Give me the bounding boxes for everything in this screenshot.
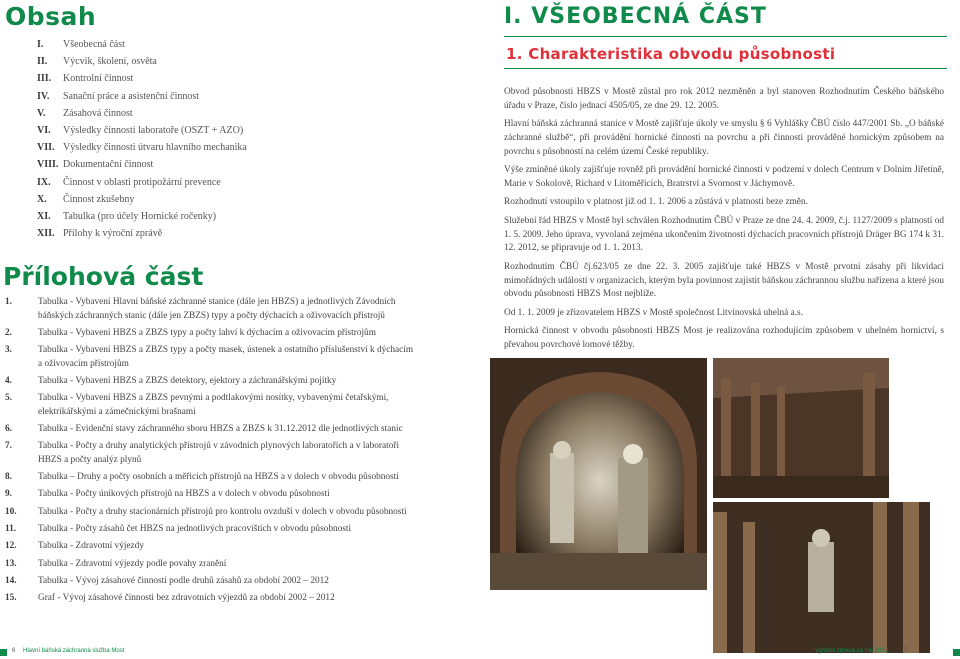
paragraph: Rozhodnutím ČBÚ čj.623/05 ze dne 22. 3. 2005 zajišťuje také HBZS v Mostě prvotní zásahy při likvidaci mimořádných událostí v organizacích, kterým byla povinnost zajistit báňskou záchrannou službu nařízena a které jsou obvodu působnosti HBZS Most nejblíže. (504, 261, 944, 300)
paragraph: Hlavní báňská záchranná stanice v Mostě zajišťuje úkoly ve smyslu § 6 Vyhlášky ČBÚ číslo 447/2001 Sb. „O báňské záchranné službě“, při provádění hornické činnosti na povrchu a při činnosti prováděné hornickým způsobem na povrchu s působností na celém území České republiky. (504, 119, 944, 157)
subtitle-rule (504, 68, 947, 69)
attachment-text: Tabulka - Počty a druhy analytických přístrojů v závodních plynových laboratořích a v laboratoři HBZS a počty analýz plynů (38, 441, 400, 465)
attachment-item (5, 523, 417, 537)
right-page (480, 0, 960, 659)
attachment-text: Tabulka - Vybavení HBZS a ZBZS typy a počty lahví k dýchacím a oživovacím přístrojům (38, 327, 376, 338)
attachment-text: Tabulka - Vybavení Hlavní báňské záchranné stanice (dále jen HBZS) a jednotlivých Závodních báňských záchranných stanic (dále jen ZBZS) typy a počty dýchacích a oživovacích přístrojů (38, 297, 396, 321)
attachment-number: 2. (5, 327, 12, 338)
toc-item-number: VI. (37, 124, 51, 136)
attachment-item (5, 440, 417, 467)
toc-item-number: XI. (37, 210, 51, 222)
attachment-item (5, 488, 417, 502)
toc-item (37, 139, 467, 156)
attachment-text: Tabulka - Vybavení HBZS a ZBZS typy a počty masek, ústenek a ostatního příslušenství k dýchacím a oživovacím přístrojům (38, 345, 414, 369)
attachment-number: 6. (5, 423, 12, 434)
paragraph: Výše zmíněné úkoly zajišťuje rovněž při provádění hornické činnosti v podzemí v dolech Centrum v Dolním Jiřetíně, Marie v Sokolově, Richard v Litoměřicích, Bratrství a Svornost v Jáchymově. (504, 165, 944, 189)
corner-square-icon (0, 649, 7, 656)
toc-item-label: Zásahová činnost (63, 107, 133, 119)
page-number: 6 (12, 648, 16, 654)
attachment-text: Tabulka - Vybavení HBZS a ZBZS pevnými a podtlakovými nosítky, vybavenými četařskými, elektrikářskými a zámečnickými brašnami (38, 393, 389, 417)
attachment-number: 8. (5, 472, 12, 483)
toc-item-label: Všeobecná část (63, 39, 125, 50)
toc-item (37, 36, 467, 53)
attachment-item (5, 344, 417, 371)
toc-item-label: Přílohy k výroční zprávě (63, 228, 163, 240)
attachment-text: Tabulka - Evidenční stavy záchranného sboru HBZS a ZBZS k 31.12.2012 dle jednotlivých stanic (38, 423, 403, 434)
paragraph: Hornická činnost v obvodu působnosti HBZS Most je realizována rozhodujícím způsobem v uhelném hornictví, s převahou povrchové lomové těžby. (504, 326, 944, 350)
toc-title: Obsah (5, 2, 97, 31)
footer-left (12, 648, 124, 654)
attachment-text: Tabulka - Počty a druhy stacionárních přístrojů pro kontrolu ovzduší v dolech v obvodu působnosti (38, 506, 407, 517)
toc-item (37, 225, 467, 242)
toc-item (37, 88, 467, 105)
toc-item-number: IV. (37, 90, 50, 102)
toc-item-label: Výsledky činnosti laboratoře (OSZT + AZO) (63, 124, 244, 136)
attachment-text: Tabulka – Druhy a počty osobních a měřicích přístrojů na HBZS a v dolech v obvodu působnosti (38, 472, 399, 483)
paragraph: Obvod působnosti HBZS v Mostě zůstal pro rok 2012 nezměněn a byl stanoven Rozhodnutím Českého báňského úřadu v Praze, číslo jednací 4505/05, ze dne 29. 12. 2005. (504, 87, 944, 111)
toc-item-number: VIII. (37, 159, 59, 171)
toc-item (37, 105, 467, 122)
attachment-item (5, 575, 417, 589)
toc-item (37, 191, 467, 208)
toc-item-label: Činnost v oblasti protipožární prevence (63, 176, 221, 188)
attachments-list (5, 296, 417, 609)
attachment-item (5, 296, 417, 323)
attachment-number: 11. (5, 523, 17, 534)
attachment-number: 9. (5, 489, 12, 500)
photo-tunnel-arch (490, 358, 707, 590)
toc-item (37, 53, 467, 70)
toc-item-number: XII. (37, 228, 55, 240)
paragraph: Od 1. 1. 2009 je zřizovatelem HBZS v Mostě společnost Litvínovská uhelná a.s. (504, 307, 803, 318)
attachment-number: 5. (5, 393, 12, 404)
section-title: I. VŠEOBECNÁ ČÁST (504, 4, 767, 29)
attachments-title: Přílohová část (3, 262, 204, 291)
footer-right (815, 648, 907, 654)
page-number: 7 (903, 648, 908, 654)
toc-item-number: VII. (37, 142, 55, 154)
toc-item-number: IX. (37, 176, 51, 188)
attachment-text: Graf - Vývoj zásahové činnosti bez zdravotních výjezdů za období 2002 – 2012 (38, 593, 335, 604)
footer-text: Hlavní báňská záchranná služba Most (23, 648, 125, 654)
corner-square-icon (953, 649, 960, 656)
attachment-item (5, 375, 417, 389)
toc-item-label: Výcvik, školení, osvěta (63, 56, 157, 68)
toc-item-label: Tabulka (pro účely Hornické ročenky) (63, 210, 217, 222)
paragraph: Rozhodnutí vstoupilo v platnost již od 1. 1. 2006 a zůstává v platnosti beze změn. (504, 197, 808, 208)
attachment-item (5, 471, 417, 485)
attachment-item (5, 540, 417, 554)
toc-item-number: II. (37, 56, 48, 68)
title-rule (504, 36, 947, 37)
toc-item-label: Kontrolní činnost (63, 73, 134, 85)
toc-item-label: Sanační práce a asistenční činnost (63, 90, 200, 102)
toc-item-label: Výsledky činnosti útvaru hlavního mechanika (63, 142, 247, 154)
attachment-number: 3. (5, 345, 12, 356)
photo-timbered-gallery (713, 358, 889, 498)
attachment-text: Tabulka - Zdravotní výjezdy (38, 541, 144, 552)
attachment-number: 13. (5, 558, 17, 569)
toc-item-number: X. (37, 193, 47, 205)
attachment-item (5, 592, 417, 606)
toc-item-number: I. (37, 39, 44, 50)
attachment-number: 15. (5, 593, 17, 604)
table-of-contents (37, 36, 467, 242)
toc-item-label: Dokumentační činnost (63, 159, 154, 171)
toc-item-number: III. (37, 73, 52, 85)
attachment-text: Tabulka - Zdravotní výjezdy podle povahy zranění (38, 558, 227, 569)
toc-item (37, 70, 467, 87)
attachment-text: Tabulka - Počty únikových přístrojů na HBZS a v dolech v obvodu působnosti (38, 489, 330, 500)
attachment-item (5, 392, 417, 419)
toc-item-label: Činnost zkušebny (63, 193, 135, 205)
attachment-item (5, 327, 417, 341)
attachment-text: Tabulka - Vybavení HBZS a ZBZS detektory, ejektory a záchranářskými pojítky (38, 375, 337, 386)
toc-item (37, 156, 467, 173)
toc-item (37, 122, 467, 139)
attachment-item (5, 423, 417, 437)
attachment-number: 4. (5, 375, 12, 386)
attachment-number: 14. (5, 575, 17, 586)
attachment-number: 1. (5, 297, 12, 307)
toc-item-number: V. (37, 107, 46, 119)
body-text (504, 86, 944, 357)
toc-item (37, 174, 467, 191)
toc-item (37, 208, 467, 225)
attachment-number: 10. (5, 506, 17, 517)
footer-text: Výroční zpráva za rok 2012 (815, 648, 889, 654)
attachment-text: Tabulka - Počty zásahů čet HBZS na jednotlivých pracovištích v obvodu působnosti (38, 523, 352, 534)
subsection-title: 1. Charakteristika obvodu působnosti (506, 45, 836, 63)
attachment-number: 12. (5, 541, 17, 552)
attachment-text: Tabulka - Vývoj zásahové činnosti podle druhů zásahů za období 2002 – 2012 (38, 575, 329, 586)
attachment-item (5, 506, 417, 520)
photo-timbered-tunnel (713, 502, 930, 653)
attachment-number: 7. (5, 441, 12, 452)
attachment-item (5, 558, 417, 572)
paragraph: Služební řád HBZS v Mostě byl schválen Rozhodnutím ČBÚ v Praze ze dne 24. 4. 2009, č.j. 1127/2009 s platností od 1. 5. 2009. Jeho úprava, vyvolaná zejména ukončením životnosti dýchacích pracovních přístrojů Dräger BG 174 k 31. 12. 2012, se připravuje od 1. 1. 2013. (504, 215, 944, 254)
